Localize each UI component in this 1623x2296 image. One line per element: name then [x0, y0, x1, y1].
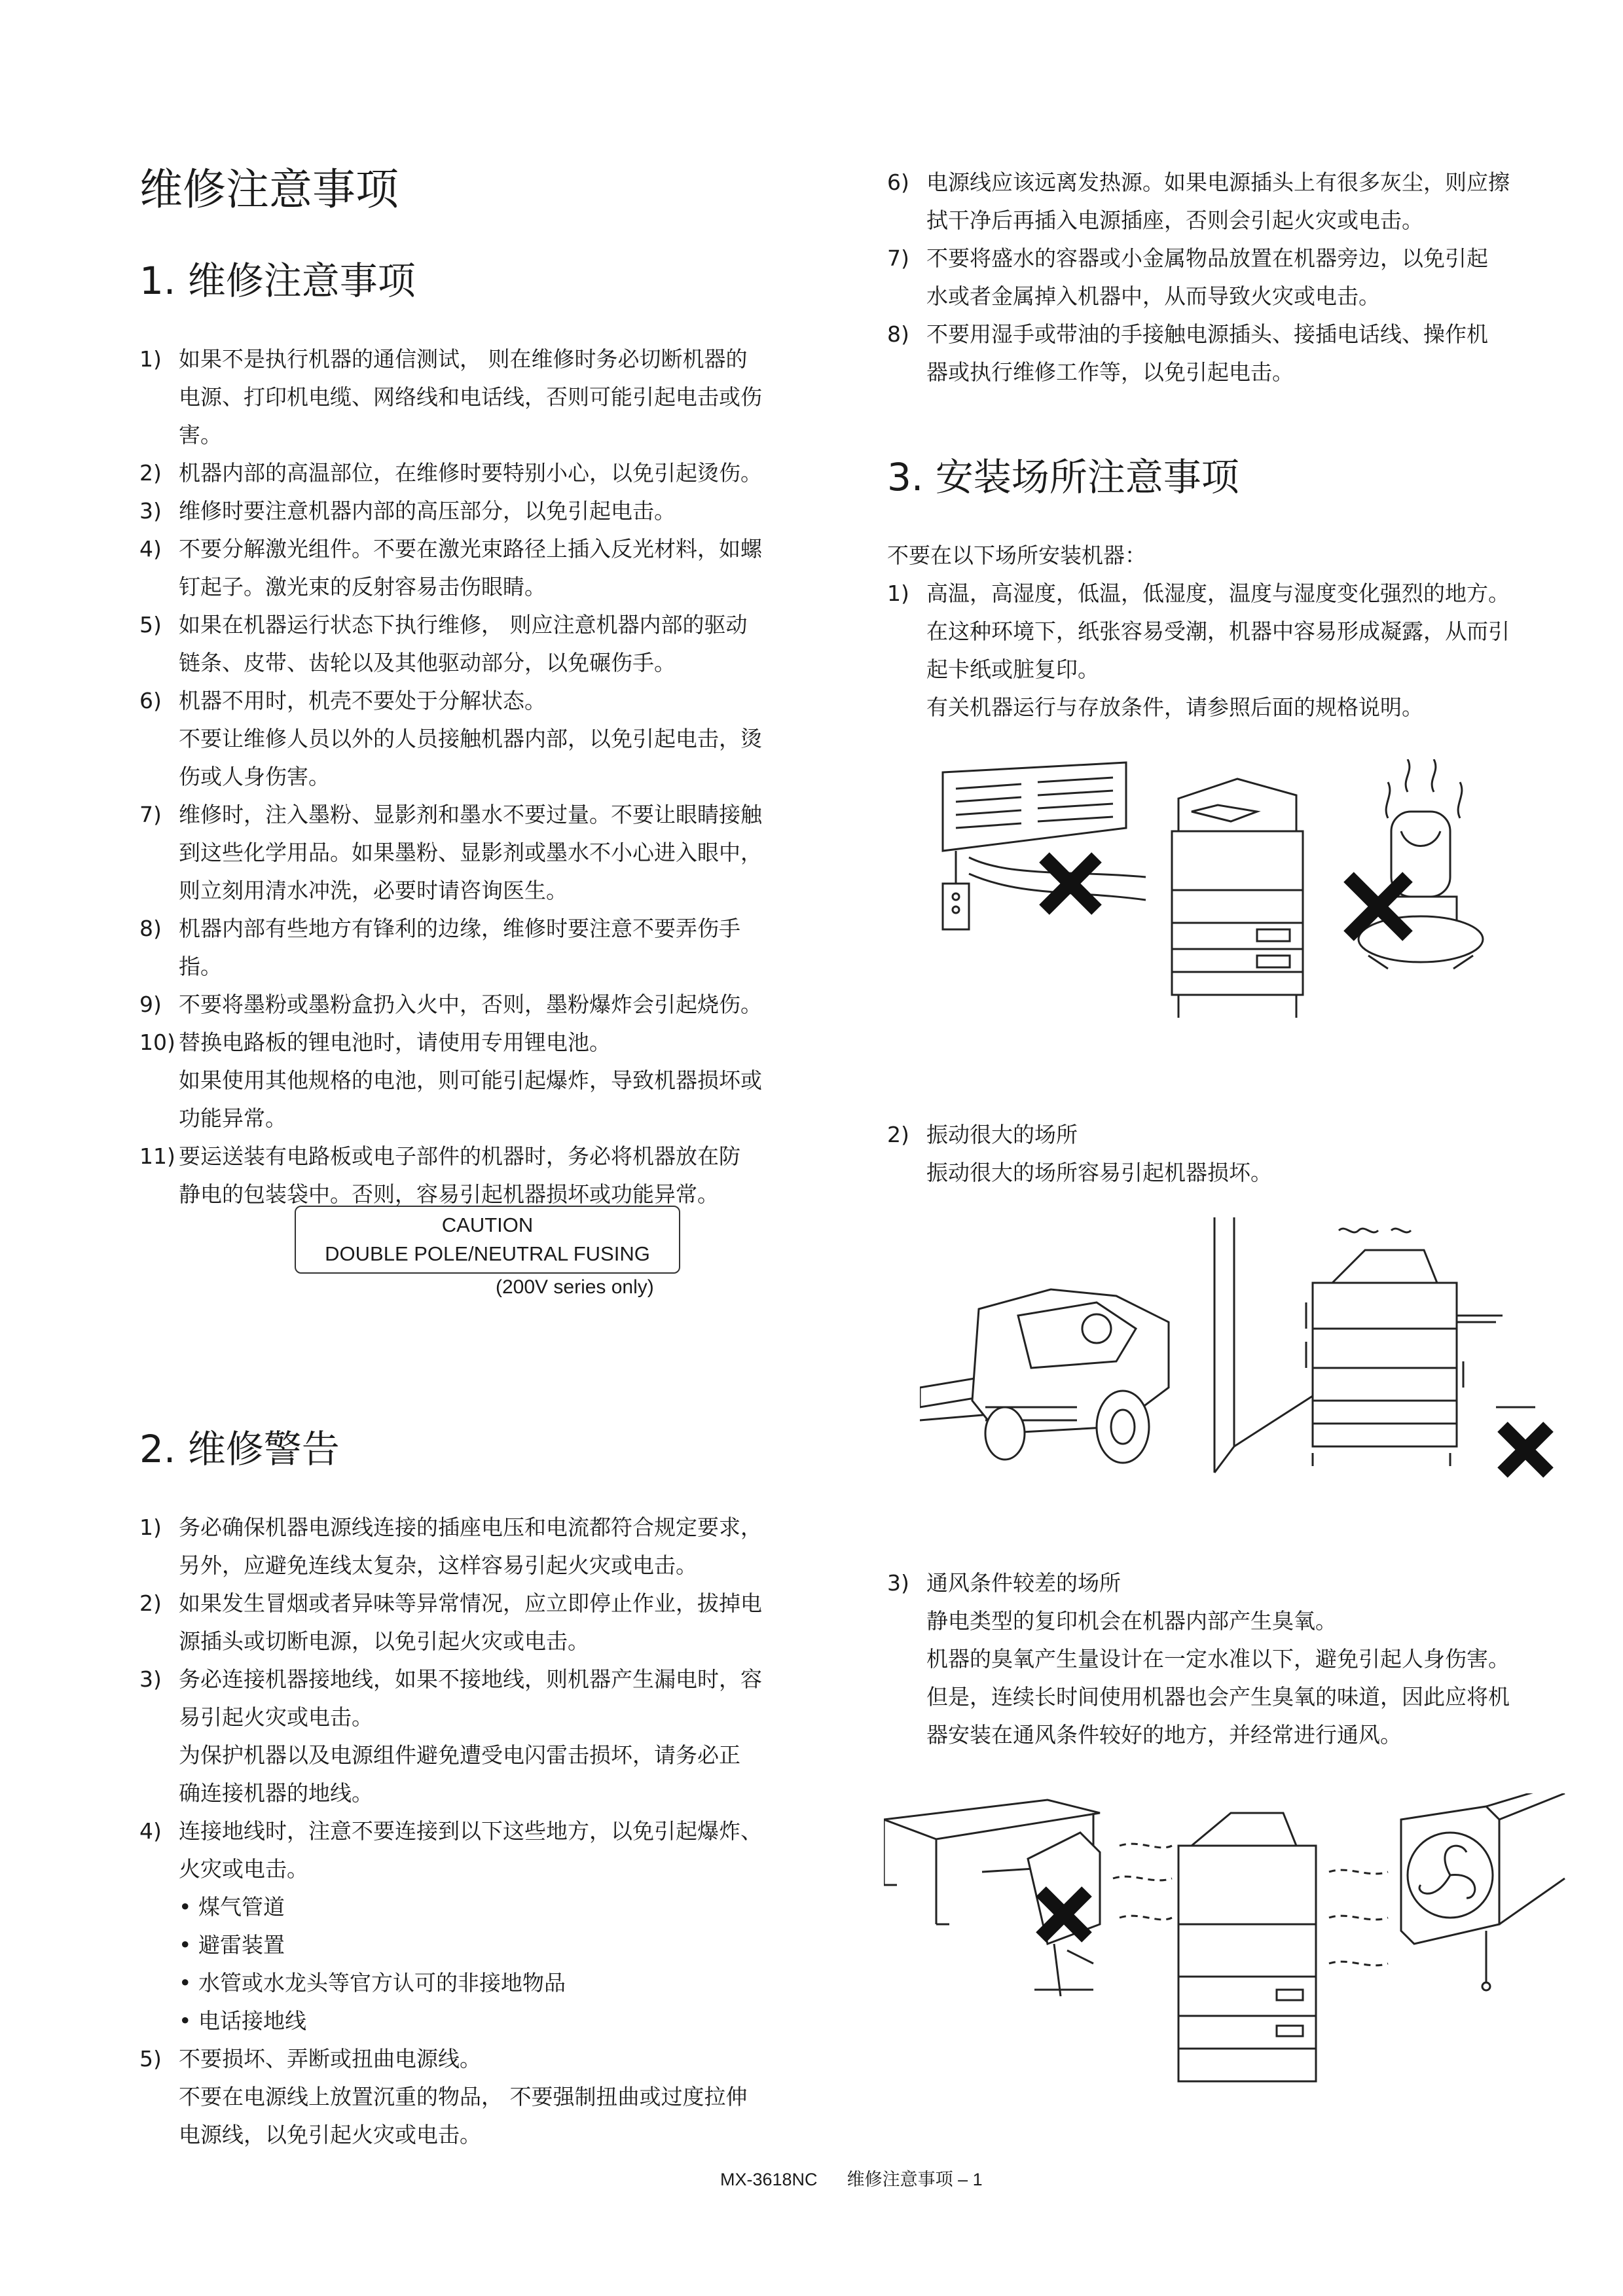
list-item [139, 340, 840, 454]
list-item [887, 575, 1591, 726]
list-item-text: 在这种环境下，纸张容易受潮，机器中容易形成凝露，从而引 [926, 619, 1510, 644]
list-item-text: 拭干净后再插入电源插座，否则会引起火灾或电击。 [926, 207, 1423, 233]
list-item [139, 1660, 840, 1812]
list-item-text: 另外，应避免连线太复杂，这样容易引起火灾或电击。 [179, 1552, 697, 1578]
list-item [139, 606, 840, 682]
page-footer [720, 2165, 983, 2191]
caution-note: (200V series only) [496, 1276, 654, 1298]
list-item [139, 1138, 840, 1213]
list-item [139, 492, 840, 530]
list-item [139, 1585, 840, 1660]
ventilation-fan-icon [1401, 1793, 1565, 1990]
list-item-text: 火灾或电击。 [179, 1856, 308, 1882]
caution-label-box [295, 1206, 680, 1274]
footer-model: MX-3618NC [720, 2170, 818, 2189]
list-item [887, 240, 1591, 315]
section3-item-1 [887, 575, 1591, 726]
list-item-text: 链条、皮带、齿轮以及其他驱动部分，以免碾伤手。 [179, 650, 676, 675]
caution-title: CAUTION [441, 1213, 534, 1236]
list-item-text: 静电类型的复印机会在机器内部产生臭氧。 [926, 1608, 1337, 1634]
list-item-number: 3) [139, 498, 162, 524]
list-item-text: 务必确保机器电源线连接的插座电压和电流都符合规定要求， [179, 1515, 762, 1540]
list-item-text: 不要损坏、弄断或扭曲电源线。 [179, 2046, 481, 2072]
list-item-text: 机器内部有些地方有锋利的边缘，维修时要注意不要弄伤手 [179, 916, 740, 941]
list-item-text: 水或者金属掉入机器中，从而导致火灾或电击。 [926, 283, 1380, 309]
section3-intro: 不要在以下场所安装机器： [887, 543, 1146, 568]
list-item [887, 1116, 1591, 1192]
list-item-text: 通风条件较差的场所 [926, 1570, 1121, 1596]
list-item-number: 11) [139, 1143, 175, 1169]
list-item-text: 到这些化学用品。如果墨粉、显影剂或墨水不小心进入眼中， [179, 840, 762, 865]
copier-icon [1172, 779, 1303, 1018]
list-item-text: 电源线，以免引起火灾或电击。 [179, 2122, 481, 2147]
list-item-text: • 避雷装置 [179, 1932, 285, 1958]
list-item-text: 振动很大的场所 [926, 1122, 1078, 1147]
list-item-text: 机器的臭氧产生量设计在一定水准以下，避免引起人身伤害。 [926, 1646, 1510, 1672]
list-item-number: 1) [139, 346, 162, 372]
list-item-text: 连接地线时，注意不要连接到以下这些地方，以免引起爆炸、 [179, 1818, 762, 1844]
list-item-text: 不要分解激光组件。不要在激光束路径上插入反光材料，如螺 [179, 536, 762, 562]
caution-text: DOUBLE POLE/NEUTRAL FUSING [325, 1242, 650, 1265]
list-item [139, 2040, 840, 2154]
section1-heading: 1. 维修注意事项 [139, 259, 416, 303]
list-item-text: 器或执行维修工作等，以免引起电击。 [926, 359, 1294, 385]
list-item-text: 起卡纸或脏复印。 [926, 656, 1099, 682]
vibration-illustration [920, 1217, 1561, 1518]
list-item [139, 986, 840, 1024]
list-item-text: 机器不用时，机壳不要处于分解状态。 [179, 688, 546, 713]
list-item-number: 1) [139, 1515, 162, 1540]
list-item-text: 害。 [179, 422, 222, 448]
section3-item-3 [887, 1564, 1591, 1754]
list-item-number: 4) [139, 1818, 162, 1844]
list-item-number: 8) [887, 321, 909, 347]
list-item-number: 9) [139, 992, 162, 1017]
list-item-text: 钉起子。激光束的反射容易击伤眼睛。 [179, 574, 546, 600]
list-item-text: 指。 [179, 954, 222, 979]
list-item-text: 确连接机器的地线。 [179, 1780, 373, 1806]
list-item-text: 务必连接机器接地线，如果不接地线，则机器产生漏电时，容 [179, 1666, 762, 1692]
list-item-number: 3) [887, 1570, 909, 1596]
section3-item-2 [887, 1116, 1591, 1192]
list-item-number: 4) [139, 536, 162, 562]
footer-title: 维修注意事项 – 1 [847, 2170, 983, 2189]
list-item [139, 1024, 840, 1138]
list-item-text: 电源线应该远离发热源。如果电源插头上有很多灰尘，则应擦 [926, 170, 1510, 195]
list-item-number: 2) [887, 1122, 909, 1147]
list-item-number: 5) [139, 612, 162, 637]
list-item-number: 10) [139, 1030, 175, 1055]
list-item-text: 不要将墨粉或墨粉盒扔入火中，否则，墨粉爆炸会引起烧伤。 [179, 992, 762, 1017]
list-item-text: 则立刻用清水冲洗，必要时请咨询医生。 [179, 878, 568, 903]
list-item-text: 维修时，注入墨粉、显影剂和墨水不要过量。不要让眼睛接触 [179, 802, 762, 827]
list-item-text: 静电的包装袋中。否则，容易引起机器损坏或功能异常。 [179, 1181, 719, 1207]
truck-icon [920, 1289, 1169, 1463]
section2-list-right [887, 164, 1591, 391]
list-item-number: 3) [139, 1666, 162, 1692]
section1-list [139, 340, 840, 1213]
list-item-text: 伤或人身伤害。 [179, 764, 330, 789]
list-item-text: • 水管或水龙头等官方认可的非接地物品 [179, 1970, 566, 1996]
list-item [887, 1564, 1591, 1754]
list-item [139, 796, 840, 910]
list-item-text: 源插头或切断电源，以免引起火灾或电击。 [179, 1628, 589, 1654]
list-item [139, 682, 840, 796]
list-item [887, 164, 1591, 240]
list-item-text: 维修时要注意机器内部的高压部分，以免引起电击。 [179, 498, 676, 524]
list-item [139, 530, 840, 606]
list-item-text: 不要让维修人员以外的人员接触机器内部，以免引起电击，烫 [179, 726, 762, 751]
list-item [139, 454, 840, 492]
list-item-text: 如果发生冒烟或者异味等异常情况，应立即停止作业，拔掉电 [179, 1590, 762, 1616]
list-item-number: 6) [139, 688, 162, 713]
copier-icon-3 [1178, 1813, 1316, 2081]
list-item-text: 高温，高湿度，低温，低湿度，温度与湿度变化强烈的地方。 [926, 581, 1510, 606]
list-item-number: 1) [887, 581, 909, 606]
list-item-text: 要运送装有电路板或电子部件的机器时，务必将机器放在防 [179, 1143, 740, 1169]
list-item-text: 不要用湿手或带油的手接触电源插头、接插电话线、操作机 [926, 321, 1488, 347]
list-item-text: 不要在电源线上放置沉重的物品， 不要强制扭曲或过度拉伸 [179, 2084, 748, 2109]
list-item-text: • 电话接地线 [179, 2008, 306, 2034]
list-item-number: 7) [887, 245, 909, 271]
list-item-text: 但是，连续长时间使用机器也会产生臭氧的味道，因此应将机 [926, 1684, 1510, 1710]
list-item-text: • 煤气管道 [179, 1894, 285, 1920]
list-item-number: 2) [139, 1590, 162, 1616]
heater-icon [1359, 759, 1483, 969]
list-item-text: 器安装在通风条件较好的地方，并经常进行通风。 [926, 1722, 1402, 1748]
list-item-number: 6) [887, 170, 909, 195]
list-item-text: 如果不是执行机器的通信测试， 则在维修时务必切断机器的 [179, 346, 748, 372]
list-item-text: 不要将盛水的容器或小金属物品放置在机器旁边，以免引起 [926, 245, 1488, 271]
list-item [887, 315, 1591, 391]
list-item-number: 5) [139, 2046, 162, 2072]
list-item [139, 910, 840, 986]
page-title: 维修注意事项 [139, 164, 399, 215]
list-item [139, 1812, 840, 2040]
list-item-text: 如果在机器运行状态下执行维修， 则应注意机器内部的驱动 [179, 612, 748, 637]
list-item [139, 1509, 840, 1585]
copier-icon-2 [1306, 1229, 1503, 1466]
section3-heading: 3. 安装场所注意事项 [887, 455, 1239, 499]
list-item-number: 7) [139, 802, 162, 827]
section2-list-left [139, 1509, 840, 2154]
ventilation-illustration [884, 1793, 1571, 2108]
list-item-number: 8) [139, 916, 162, 941]
list-item-text: 机器内部的高温部位，在维修时要特别小心，以免引起烫伤。 [179, 460, 762, 486]
section2-heading: 2. 维修警告 [139, 1427, 340, 1471]
list-item-number: 2) [139, 460, 162, 486]
list-item-text: 替换电路板的锂电池时，请使用专用锂电池。 [179, 1030, 611, 1055]
list-item-text: 电源、打印机电缆、网络线和电话线，否则可能引起电击或伤 [179, 384, 762, 410]
list-item-text: 如果使用其他规格的电池，则可能引起爆炸，导致机器损坏或 [179, 1067, 762, 1093]
list-item-text: 振动很大的场所容易引起机器损坏。 [926, 1160, 1272, 1185]
list-item-text: 为保护机器以及电源组件避免遭受电闪雷击损坏，请务必正 [179, 1742, 740, 1768]
heat-source-illustration [930, 759, 1558, 1034]
list-item-text: 功能异常。 [179, 1105, 287, 1131]
list-item-text: 有关机器运行与存放条件，请参照后面的规格说明。 [926, 694, 1423, 720]
list-item-text: 易引起火灾或电击。 [179, 1704, 373, 1730]
